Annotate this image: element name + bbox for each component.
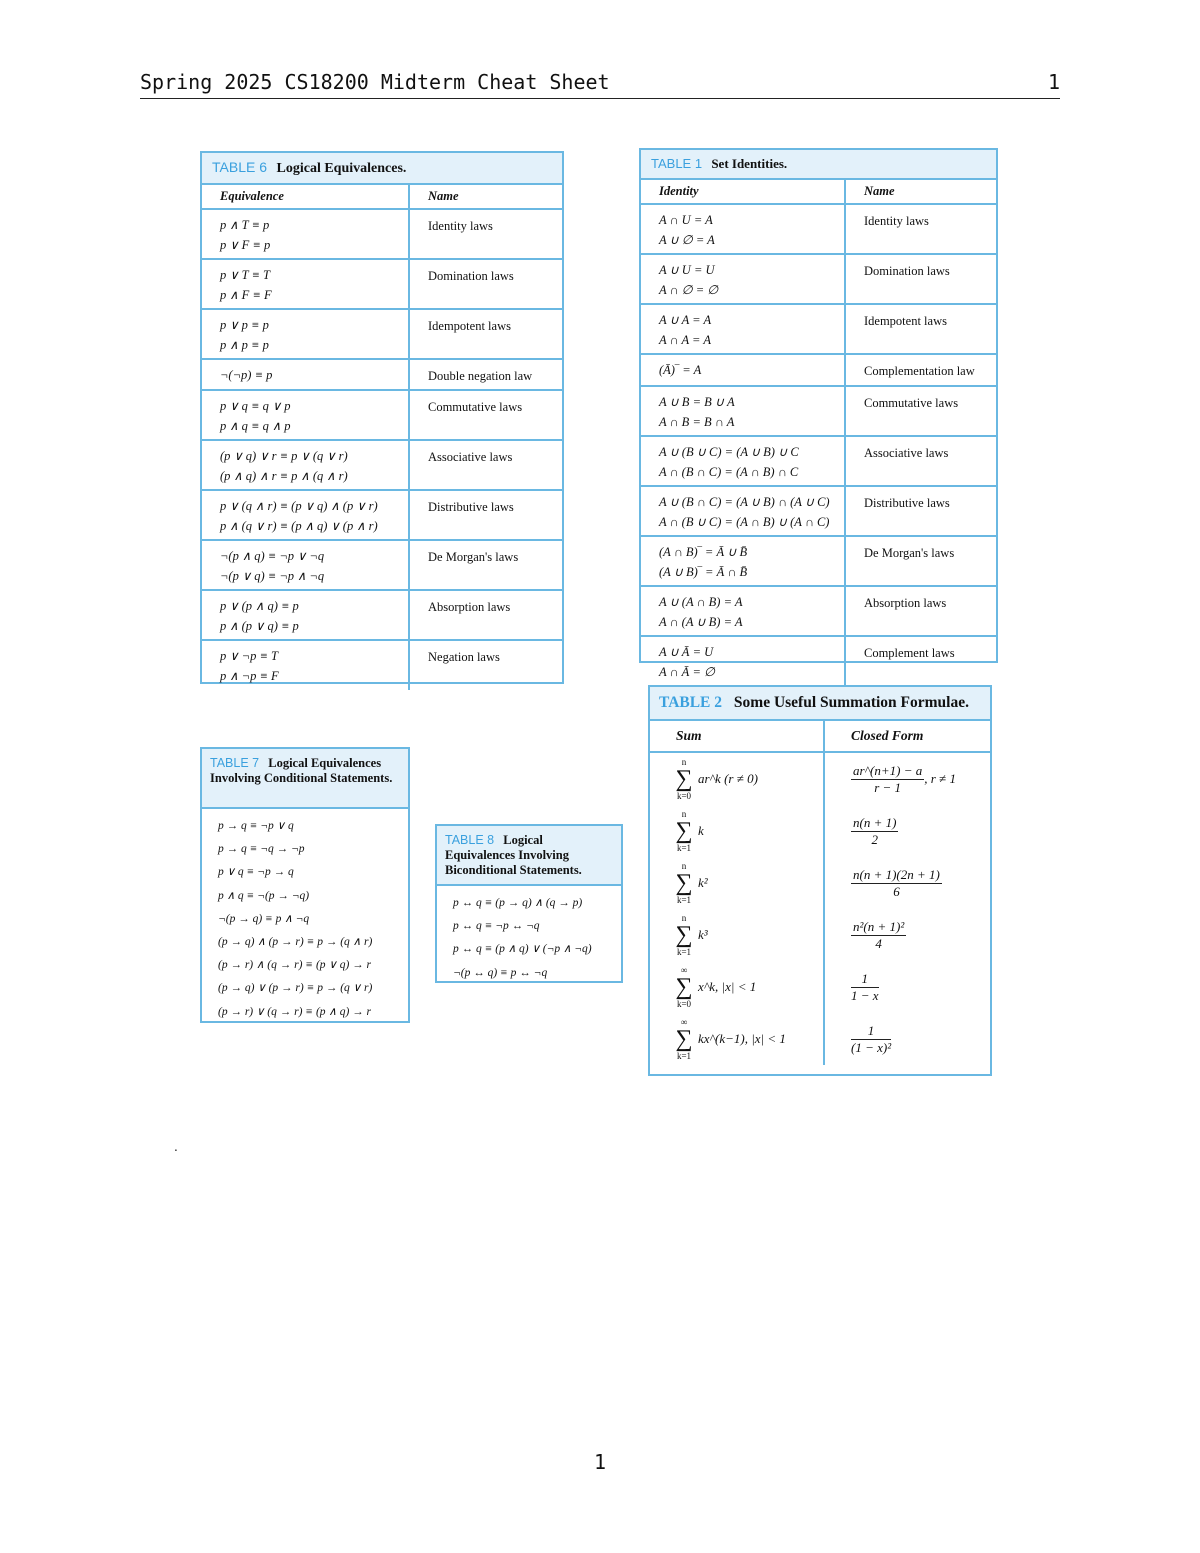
sigma-upper-limit: ∞ xyxy=(680,965,688,975)
table6-row-expression xyxy=(202,540,409,590)
fraction xyxy=(851,763,924,796)
table6-row-expression xyxy=(202,590,409,640)
table2-row-sum xyxy=(650,1013,824,1065)
table2-row-closed-form xyxy=(824,752,990,805)
table1-row-name: Associative laws xyxy=(845,436,996,486)
table1-row-expression xyxy=(641,386,845,436)
table6-row xyxy=(202,490,562,540)
table6-expression-line: ¬(p ∨ q) ≡ ¬p ∧ ¬q xyxy=(220,569,325,583)
table1-row xyxy=(641,354,996,386)
table6-row xyxy=(202,590,562,640)
table1-expression-line: A ∪ (B ∩ C) = (A ∪ B) ∩ (A ∪ C) xyxy=(659,495,830,509)
sigma-icon: ∑ xyxy=(675,974,693,1000)
table1-row-expression xyxy=(641,254,845,304)
table6-row-name: De Morgan's laws xyxy=(409,540,562,590)
header-page-number: 1 xyxy=(1047,70,1060,94)
table7-caption xyxy=(202,749,408,809)
table8-title: Logical Equivalences Involving Biconditional Statements. xyxy=(445,833,582,877)
table1-expression-line: A ∪ A = A xyxy=(659,313,712,327)
table6-expression-line: p ∨ T ≡ T xyxy=(220,268,271,282)
table6-row-name: Commutative laws xyxy=(409,390,562,440)
table2-row-closed-form xyxy=(824,961,990,1013)
fraction-denominator: 4 xyxy=(875,935,882,951)
table6-expression-line: p ∧ p ≡ p xyxy=(220,338,269,352)
table1-expression-line: A ∪ (A ∩ B) = A xyxy=(659,595,743,609)
header-title: Spring 2025 CS18200 Midterm Cheat Sheet xyxy=(140,70,610,94)
fraction-denominator: 6 xyxy=(893,883,900,899)
table6-expression-line: p ∨ F ≡ p xyxy=(220,238,271,252)
sigma-icon: ∑ xyxy=(675,818,693,844)
table1-row xyxy=(641,386,996,436)
table2-row xyxy=(650,961,990,1013)
fraction-numerator: n(n + 1) xyxy=(853,814,897,830)
table1-row-expression xyxy=(641,636,845,685)
table1-row xyxy=(641,254,996,304)
sum-term: k xyxy=(698,823,704,838)
table1-expression-line: (A ∪ B)‾ = Ā ∩ B̄ xyxy=(659,565,748,579)
table1-expression-line: A ∩ Ā = ∅ xyxy=(659,665,715,679)
table2-row-closed-form xyxy=(824,805,990,857)
table8-list xyxy=(437,886,621,989)
table1-col-name: Name xyxy=(845,180,996,204)
table1-col-identity: Identity xyxy=(641,180,845,204)
table2-row xyxy=(650,752,990,805)
fraction xyxy=(851,919,906,952)
table6-row xyxy=(202,209,562,259)
table1-expression-line: A ∩ ∅ = ∅ xyxy=(659,283,719,297)
table1-row-expression xyxy=(641,436,845,486)
fraction-numerator: 1 xyxy=(851,1023,891,1040)
table6-tag: TABLE 6 xyxy=(212,159,267,175)
fraction-denominator: 1 − x xyxy=(851,987,879,1003)
table1-expression-line: A ∩ (B ∪ C) = (A ∩ B) ∪ (A ∩ C) xyxy=(659,515,830,529)
table7-row: p → q ≡ ¬p ∨ q xyxy=(218,820,294,832)
sigma-icon: ∑ xyxy=(675,766,693,792)
table2-tag: TABLE 2 xyxy=(659,694,723,711)
table2-row-sum xyxy=(650,909,824,961)
table7-row: ¬(p → q) ≡ p ∧ ¬q xyxy=(218,912,310,925)
table-biconditional-equivalences xyxy=(435,824,623,983)
table1-row xyxy=(641,436,996,486)
sigma-upper-limit: n xyxy=(681,757,687,767)
table2-row-sum xyxy=(650,961,824,1013)
table2-row-closed-form xyxy=(824,1013,990,1065)
table-set-identities xyxy=(639,148,998,679)
table1-row-expression xyxy=(641,536,845,586)
sum-term: kx^(k−1), |x| < 1 xyxy=(698,1031,786,1046)
fraction xyxy=(851,1023,891,1056)
table1-expression-line: A ∩ (A ∪ B) = A xyxy=(659,615,743,629)
table7-list xyxy=(202,809,408,1028)
table1-expression-line: A ∩ B = B ∩ A xyxy=(659,415,735,429)
table8-caption xyxy=(437,826,621,886)
table1-row-expression xyxy=(641,204,845,254)
sigma-icon: ∑ xyxy=(675,1026,693,1052)
table7-tag: TABLE 7 xyxy=(210,756,260,770)
table-summation-formulae xyxy=(648,685,992,1076)
table1-row-name: Domination laws xyxy=(845,254,996,304)
sum-term: k² xyxy=(698,875,708,890)
table7-row: p → q ≡ ¬q → ¬p xyxy=(218,843,305,856)
table8-row: p ↔ q ≡ (p → q) ∧ (q → p) xyxy=(453,897,583,909)
table2-row-sum xyxy=(650,857,824,909)
table1-grid xyxy=(641,180,996,685)
sigma-upper-limit: ∞ xyxy=(680,1017,688,1027)
table1-expression-line: A ∪ Ā = U xyxy=(659,645,714,659)
table6-row xyxy=(202,640,562,690)
table7-row: (p → r) ∨ (q → r) ≡ (p ∧ q) → r xyxy=(218,1005,371,1018)
sigma-lower-limit: k=1 xyxy=(676,895,692,905)
table6-expression-line: p ∨ q ≡ q ∨ p xyxy=(220,399,291,413)
table2-row-sum xyxy=(650,805,824,857)
sigma-symbol xyxy=(670,861,698,905)
table1-row-expression xyxy=(641,304,845,354)
table1-expression-line: A ∩ (B ∩ C) = (A ∩ B) ∩ C xyxy=(659,465,799,479)
table6-expression-line: p ∨ (p ∧ q) ≡ p xyxy=(220,599,299,613)
table6-caption xyxy=(202,153,562,185)
table1-expression-line: A ∪ ∅ = A xyxy=(659,233,715,247)
table6-expression-line: p ∧ q ≡ q ∧ p xyxy=(220,419,291,433)
fraction-denominator: 2 xyxy=(871,831,878,847)
table6-expression-line: (p ∧ q) ∧ r ≡ p ∧ (q ∧ r) xyxy=(220,469,348,483)
closed-form-condition: , r ≠ 1 xyxy=(924,771,956,786)
fraction xyxy=(851,867,942,900)
table2-col-closed-form: Closed Form xyxy=(824,721,990,752)
sum-term: x^k, |x| < 1 xyxy=(698,979,757,994)
fraction-numerator: 1 xyxy=(851,971,879,988)
fraction-numerator: n(n + 1)(2n + 1) xyxy=(853,866,940,882)
table6-row-expression xyxy=(202,259,409,309)
table6-row xyxy=(202,309,562,359)
table6-row-expression xyxy=(202,490,409,540)
table2-grid xyxy=(650,721,990,1065)
table1-row xyxy=(641,636,996,685)
table7-title: Logical Equivalences Involving Conditional Statements. xyxy=(210,756,393,785)
table1-expression-line: A ∪ U = U xyxy=(659,263,715,277)
sigma-lower-limit: k=0 xyxy=(676,999,692,1009)
sigma-lower-limit: k=1 xyxy=(676,947,692,957)
table1-expression-line: (Ā)‾ = A xyxy=(659,363,702,377)
table6-row-name: Double negation law xyxy=(409,359,562,390)
table2-row xyxy=(650,857,990,909)
table1-row xyxy=(641,304,996,354)
table1-row xyxy=(641,204,996,254)
fraction xyxy=(851,971,879,1004)
sigma-upper-limit: n xyxy=(681,861,687,871)
sigma-lower-limit: k=1 xyxy=(676,843,692,853)
table2-row xyxy=(650,1013,990,1065)
table1-expression-line: A ∪ B = B ∪ A xyxy=(659,395,735,409)
table6-row xyxy=(202,359,562,390)
table1-tag: TABLE 1 xyxy=(651,156,703,171)
table-logical-equivalences xyxy=(200,151,564,684)
table1-row-name: Identity laws xyxy=(845,204,996,254)
table8-row: p ↔ q ≡ ¬p ↔ ¬q xyxy=(453,920,540,933)
table2-caption xyxy=(650,687,990,721)
table6-row-name: Associative laws xyxy=(409,440,562,490)
table6-expression-line: p ∧ F ≡ F xyxy=(220,288,272,302)
table1-expression-line: (A ∩ B)‾ = Ā ∪ B̄ xyxy=(659,545,748,559)
table6-row xyxy=(202,390,562,440)
table1-expression-line: A ∪ (B ∪ C) = (A ∪ B) ∪ C xyxy=(659,445,799,459)
table6-expression-line: p ∨ (q ∧ r) ≡ (p ∨ q) ∧ (p ∨ r) xyxy=(220,499,378,513)
table7-row: p ∨ q ≡ ¬p → q xyxy=(218,866,294,879)
table6-row-name: Domination laws xyxy=(409,259,562,309)
fraction-denominator: r − 1 xyxy=(874,779,902,795)
table8-tag: TABLE 8 xyxy=(445,833,495,847)
table-conditional-equivalences xyxy=(200,747,410,1023)
table1-row xyxy=(641,486,996,536)
table6-row-expression xyxy=(202,359,409,390)
table6-expression-line: (p ∨ q) ∨ r ≡ p ∨ (q ∨ r) xyxy=(220,449,348,463)
table6-row-expression xyxy=(202,390,409,440)
table6-row-expression xyxy=(202,209,409,259)
sum-term: ar^k (r ≠ 0) xyxy=(698,771,758,786)
table7-row: (p → q) ∨ (p → r) ≡ p → (q ∨ r) xyxy=(218,982,373,995)
table6-row xyxy=(202,440,562,490)
table6-expression-line: p ∧ (q ∨ r) ≡ (p ∧ q) ∨ (p ∧ r) xyxy=(220,519,378,533)
sum-term: k³ xyxy=(698,927,708,942)
table6-row-expression xyxy=(202,309,409,359)
table1-caption xyxy=(641,150,996,180)
table6-grid xyxy=(202,185,562,690)
sigma-symbol xyxy=(670,913,698,957)
fraction-numerator: n²(n + 1)² xyxy=(853,918,905,934)
table1-row-name: Complement laws xyxy=(864,646,955,660)
table7-row: p ∧ q ≡ ¬(p → ¬q) xyxy=(218,889,310,902)
table1-row xyxy=(641,586,996,636)
table6-row xyxy=(202,540,562,590)
sigma-lower-limit: k=1 xyxy=(676,1051,692,1061)
sigma-symbol xyxy=(670,757,698,801)
table2-row xyxy=(650,805,990,857)
table7-row: (p → q) ∧ (p → r) ≡ p → (q ∧ r) xyxy=(218,936,373,949)
fraction xyxy=(851,815,898,848)
table6-row-name: Absorption laws xyxy=(409,590,562,640)
sigma-icon: ∑ xyxy=(675,922,693,948)
fraction-numerator: ar^(n+1) − a xyxy=(853,762,923,778)
sigma-upper-limit: n xyxy=(681,913,687,923)
table8-row: ¬(p ↔ q) ≡ p ↔ ¬q xyxy=(453,966,548,979)
table1-row-expression xyxy=(641,586,845,636)
table1-row-expression xyxy=(641,486,845,536)
table1-expression-line: A ∩ U = A xyxy=(659,213,713,227)
table8-row: p ↔ q ≡ (p ∧ q) ∨ (¬p ∧ ¬q) xyxy=(453,943,592,956)
sigma-lower-limit: k=0 xyxy=(676,791,692,801)
table1-row-name: Commutative laws xyxy=(845,386,996,436)
footer-page-number: 1 xyxy=(593,1450,607,1474)
table6-row-name: Distributive laws xyxy=(409,490,562,540)
table6-col-equivalence: Equivalence xyxy=(202,185,409,209)
sigma-symbol xyxy=(670,809,698,853)
table1-title: Set Identities. xyxy=(711,156,788,171)
table1-row-name: Complementation law xyxy=(845,354,996,386)
table2-row-closed-form xyxy=(824,909,990,961)
sigma-symbol xyxy=(670,965,698,1009)
table1-row-name: De Morgan's laws xyxy=(845,536,996,586)
table1-row-name: Distributive laws xyxy=(845,486,996,536)
table1-expression-line: A ∩ A = A xyxy=(659,333,711,347)
sigma-symbol xyxy=(670,1017,698,1061)
stray-mark: . xyxy=(174,1140,178,1154)
table6-expression-line: p ∧ T ≡ p xyxy=(220,218,270,232)
table7-row: (p → r) ∧ (q → r) ≡ (p ∨ q) → r xyxy=(218,959,371,972)
sigma-upper-limit: n xyxy=(681,809,687,819)
table2-col-sum: Sum xyxy=(650,721,824,752)
table6-title: Logical Equivalences. xyxy=(276,161,407,176)
table6-expression-line: p ∧ ¬p ≡ F xyxy=(220,669,279,683)
table2-row-closed-form xyxy=(824,857,990,909)
table6-row-name: Idempotent laws xyxy=(409,309,562,359)
table6-expression-line: ¬(p ∧ q) ≡ ¬p ∨ ¬q xyxy=(220,549,325,563)
table1-row-name: Absorption laws xyxy=(845,586,996,636)
table2-row xyxy=(650,909,990,961)
table6-expression-line: p ∧ (p ∨ q) ≡ p xyxy=(220,619,299,633)
table2-row-sum xyxy=(650,752,824,805)
fraction-denominator: (1 − x)² xyxy=(851,1039,892,1055)
table6-expression-line: p ∨ p ≡ p xyxy=(220,318,269,332)
table6-row-name: Identity laws xyxy=(409,209,562,259)
table1-row-expression xyxy=(641,354,845,386)
sigma-icon: ∑ xyxy=(675,870,693,896)
table1-row-name: Idempotent laws xyxy=(845,304,996,354)
page-header xyxy=(140,66,1060,99)
table6-row-name: Negation laws xyxy=(428,650,500,664)
table2-title: Some Useful Summation Formulae. xyxy=(733,694,969,711)
table6-expression-line: p ∨ ¬p ≡ T xyxy=(220,649,278,663)
table6-row-expression xyxy=(202,440,409,490)
table1-row xyxy=(641,536,996,586)
table6-expression-line: ¬(¬p) ≡ p xyxy=(220,368,273,382)
table6-col-name: Name xyxy=(409,185,562,209)
table6-row xyxy=(202,259,562,309)
table6-row-expression xyxy=(202,640,409,690)
